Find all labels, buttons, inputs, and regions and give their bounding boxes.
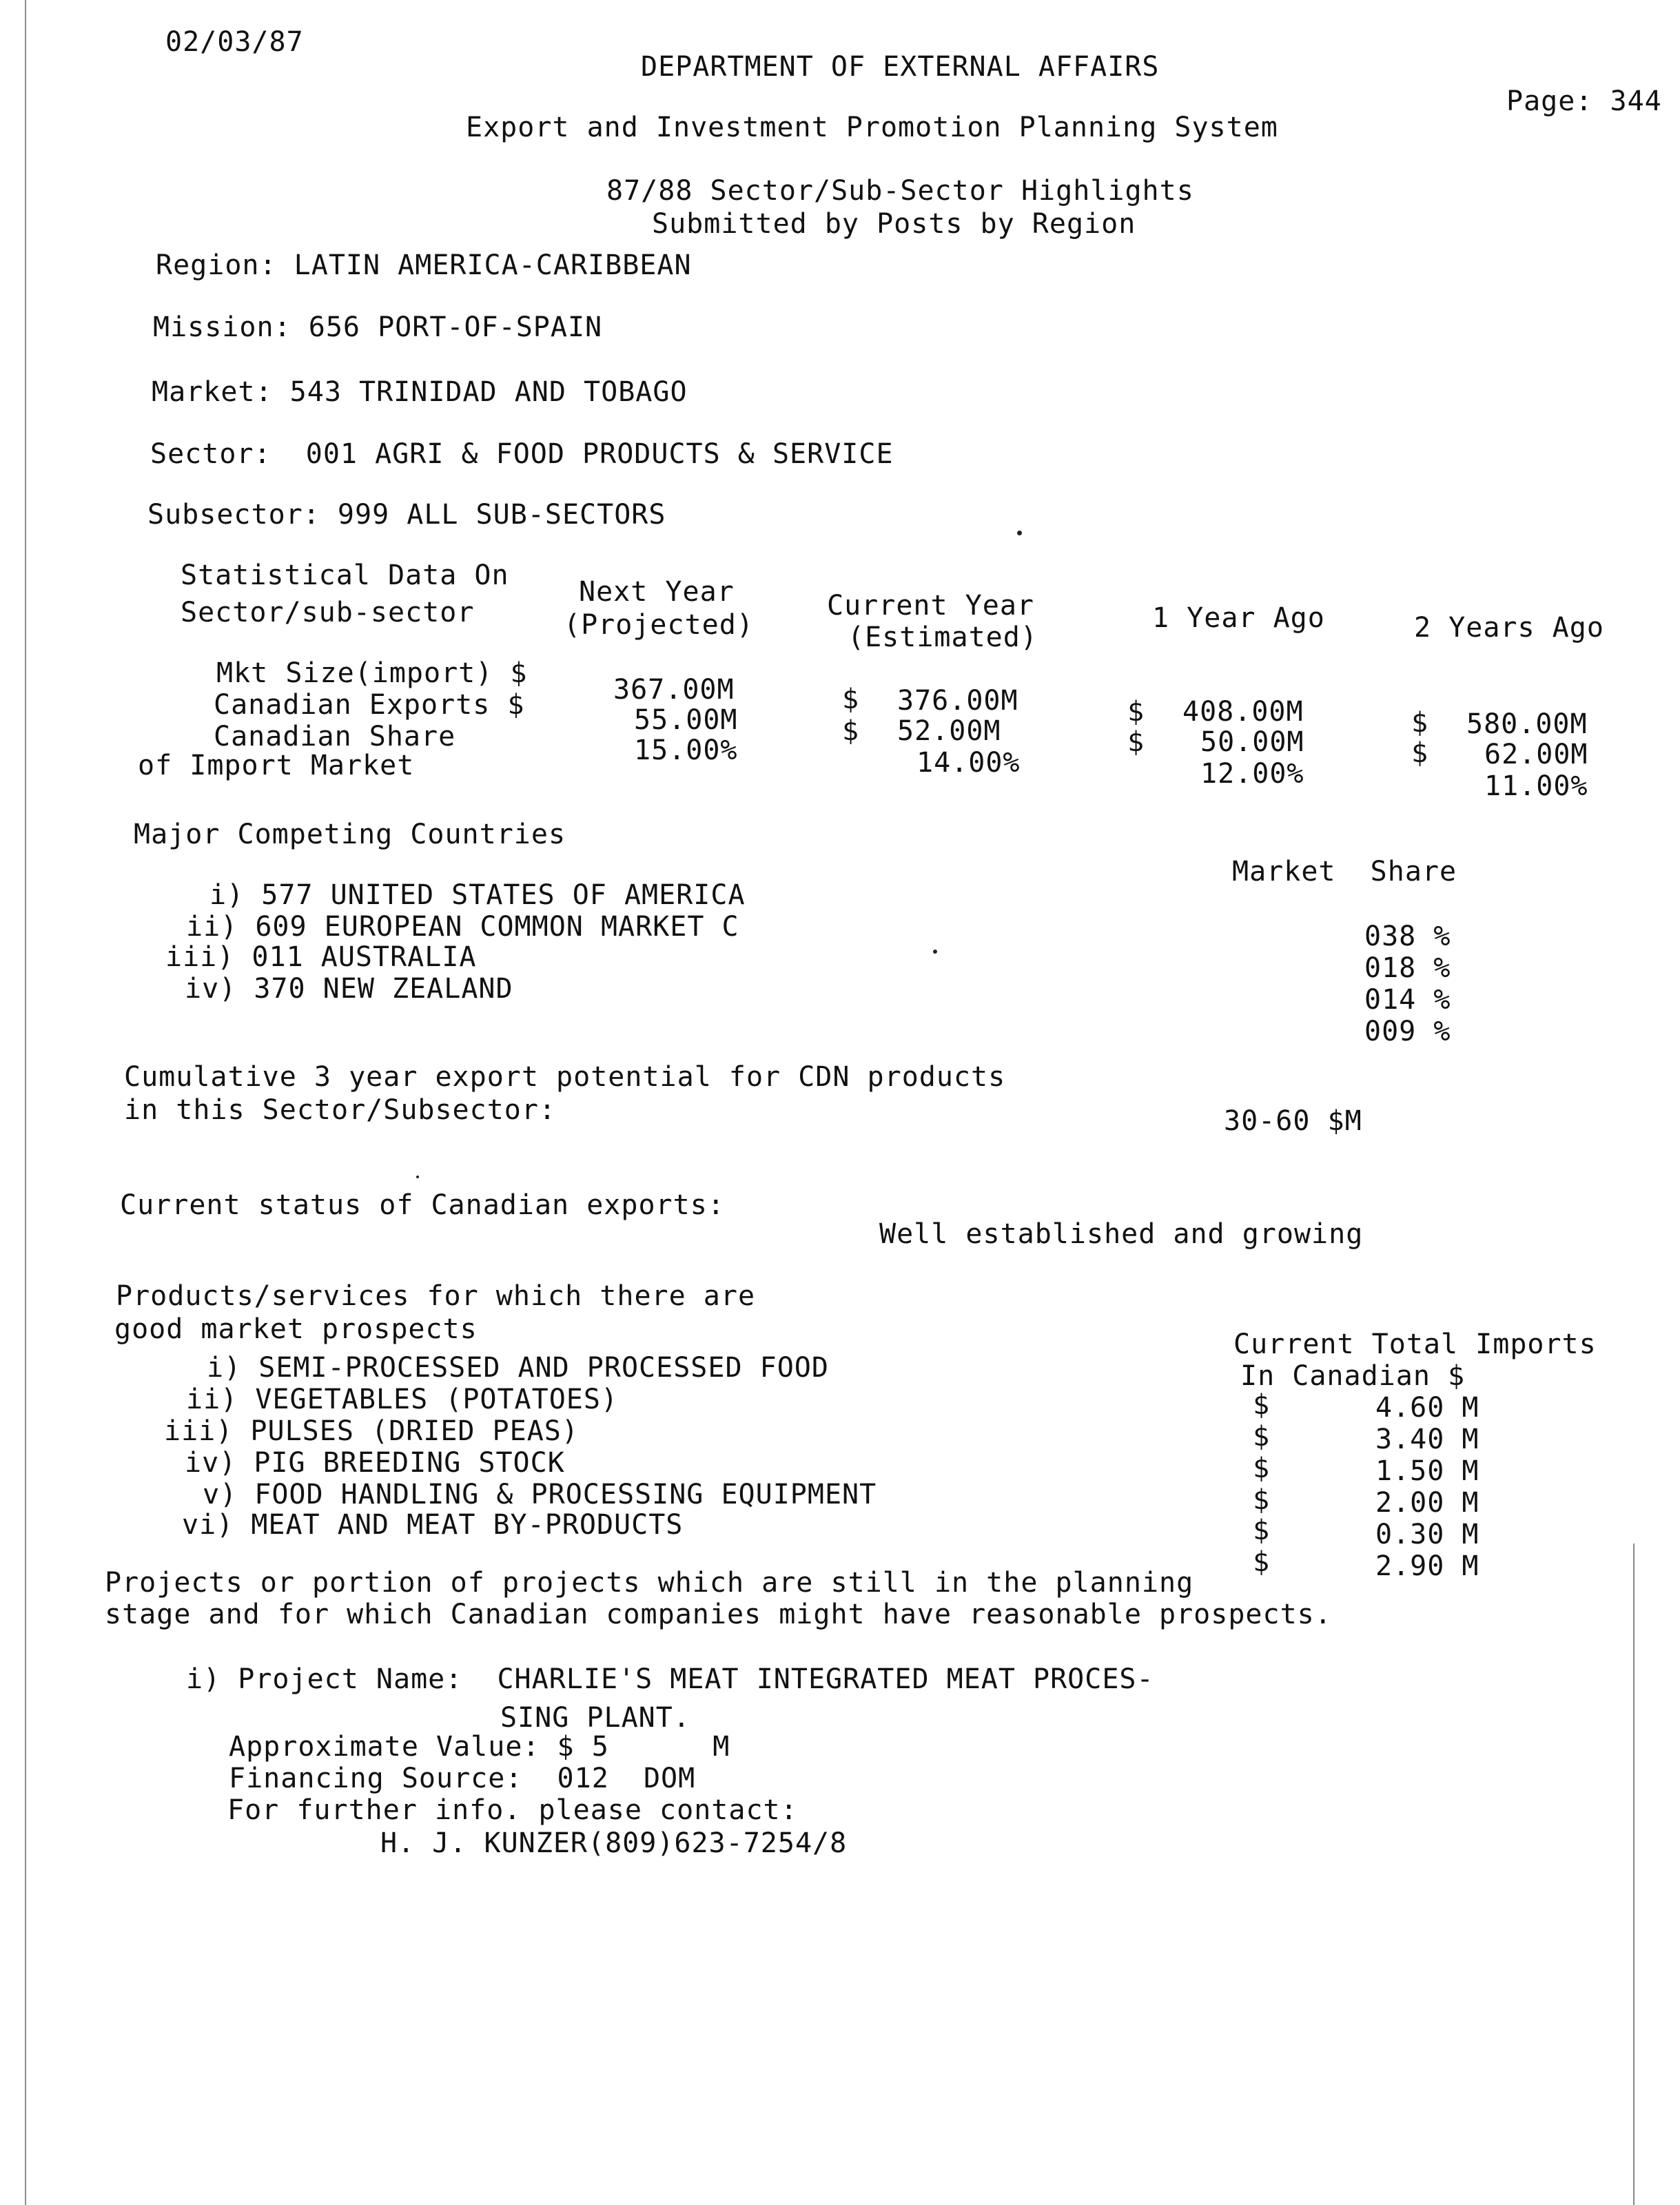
products-heading-2: good market prospects <box>114 1313 478 1345</box>
row-canadian-share: Canadian Share <box>214 721 456 752</box>
y2-dollar-1: $ <box>1411 707 1429 739</box>
import-amount: 3.40 M <box>1375 1424 1479 1455</box>
department-name: DEPARTMENT OF EXTERNAL AFFAIRS <box>641 51 1160 83</box>
row-market-size: Mkt Size(import) $ <box>216 657 528 689</box>
current-dollar-2: $ <box>842 715 860 747</box>
row-canadian-exports: Canadian Exports $ <box>214 689 525 721</box>
competitor-share: 009 % <box>1364 1016 1451 1047</box>
product-item: ii) VEGETABLES (POTATOES) <box>186 1384 619 1415</box>
product-item: i) SEMI-PROCESSED AND PROCESSED FOOD <box>207 1352 829 1384</box>
subsector-line: Subsector: 999 ALL SUB-SECTORS <box>147 499 666 531</box>
competitor-item: iv) 370 NEW ZEALAND <box>185 973 513 1005</box>
market-share-heading: Market Share <box>1232 856 1457 888</box>
two-years-ago-exports: 62.00M <box>1484 739 1588 770</box>
current-dollar-1: $ <box>842 684 860 715</box>
import-amount: 2.90 M <box>1375 1550 1479 1582</box>
col-1-year-ago: 1 Year Ago <box>1152 602 1325 634</box>
current-year-share: 14.00% <box>916 747 1021 779</box>
scan-edge-left <box>25 0 26 2205</box>
col-2-years-ago: 2 Years Ago <box>1414 612 1604 644</box>
current-year-market-size: 376.00M <box>897 685 1018 717</box>
import-dollar: $ <box>1253 1546 1271 1578</box>
export-status-value: Well established and growing <box>879 1218 1364 1250</box>
one-year-ago-share: 12.00% <box>1200 758 1304 790</box>
y2-dollar-2: $ <box>1411 737 1429 769</box>
col-next-year-note: (Projected) <box>564 609 754 641</box>
competitor-share: 018 % <box>1364 952 1451 984</box>
product-item: iv) PIG BREEDING STOCK <box>185 1447 565 1479</box>
imports-heading-2: In Canadian $ <box>1240 1360 1466 1392</box>
competitor-item: ii) 609 EUROPEAN COMMON MARKET C <box>186 911 739 943</box>
products-heading: Products/services for which there are <box>116 1280 756 1312</box>
current-year-exports: 52.00M <box>897 715 1001 747</box>
two-years-ago-market-size: 580.00M <box>1466 708 1588 740</box>
competitor-item: iii) 011 AUSTRALIA <box>165 941 477 973</box>
import-dollar: $ <box>1253 1484 1271 1516</box>
next-year-exports: 55.00M <box>634 704 738 736</box>
project-value: Approximate Value: $ 5 M <box>229 1731 730 1763</box>
competitor-share: 038 % <box>1364 921 1451 952</box>
import-amount: 0.30 M <box>1375 1519 1479 1550</box>
y1-dollar-1: $ <box>1127 696 1145 728</box>
next-year-market-size: 367.00M <box>613 674 735 706</box>
product-item: vi) MEAT AND MEAT BY-PRODUCTS <box>182 1509 684 1541</box>
market-line: Market: 543 TRINIDAD AND TOBAGO <box>152 376 688 408</box>
export-potential-label-2: in this Sector/Subsector: <box>124 1094 557 1126</box>
y1-dollar-2: $ <box>1127 726 1145 758</box>
import-dollar: $ <box>1253 1453 1271 1484</box>
page-number: Page: 344 <box>1506 85 1662 117</box>
report-title: 87/88 Sector/Sub-Sector Highlights <box>606 175 1194 207</box>
col-current-year: Current Year <box>827 590 1034 622</box>
competitor-item: i) 577 UNITED STATES OF AMERICA <box>209 879 746 911</box>
stats-header-label-2: Sector/sub-sector <box>181 597 475 628</box>
system-title: Export and Investment Promotion Planning System <box>466 112 1278 143</box>
competitors-heading: Major Competing Countries <box>134 819 566 850</box>
project-name: i) Project Name: CHARLIE'S MEAT INTEGRATED MEAT PROCES- <box>186 1663 1154 1695</box>
report-date: 02/03/87 <box>165 26 304 58</box>
next-year-share: 15.00% <box>634 735 738 766</box>
report-subtitle: Submitted by Posts by Region <box>652 208 1136 240</box>
col-next-year: Next Year <box>579 576 735 608</box>
projects-heading-2: stage and for which Canadian companies might have reasonable prospects. <box>105 1599 1332 1630</box>
import-dollar: $ <box>1253 1515 1271 1546</box>
two-years-ago-share: 11.00% <box>1484 770 1588 802</box>
stats-header-label: Statistical Data On <box>181 560 509 591</box>
col-current-year-note: (Estimated) <box>848 622 1038 653</box>
import-amount: 2.00 M <box>1375 1487 1479 1519</box>
sector-line: Sector: 001 AGRI & FOOD PRODUCTS & SERVICE <box>150 438 894 470</box>
import-dollar: $ <box>1253 1389 1271 1421</box>
import-amount: 1.50 M <box>1375 1455 1479 1487</box>
mission-line: Mission: 656 PORT-OF-SPAIN <box>153 311 603 343</box>
row-import-market: of Import Market <box>138 750 415 781</box>
region-line: Region: LATIN AMERICA-CARIBBEAN <box>156 249 692 281</box>
one-year-ago-exports: 50.00M <box>1200 726 1304 758</box>
product-item: iii) PULSES (DRIED PEAS) <box>164 1415 579 1447</box>
product-item: v) FOOD HANDLING & PROCESSING EQUIPMENT <box>203 1479 877 1510</box>
project-financing: Financing Source: 012 DOM <box>229 1763 696 1794</box>
export-status-label: Current status of Canadian exports: <box>120 1189 725 1221</box>
import-amount: 4.60 M <box>1375 1392 1479 1424</box>
scan-edge-right <box>1633 1544 1635 2205</box>
project-name-continued: SING PLANT. <box>500 1702 690 1734</box>
competitor-share: 014 % <box>1364 984 1451 1016</box>
scan-speck <box>933 950 937 954</box>
imports-heading: Current Total Imports <box>1233 1329 1597 1360</box>
projects-heading: Projects or portion of projects which are still in the planning <box>105 1567 1194 1599</box>
one-year-ago-market-size: 408.00M <box>1182 696 1304 728</box>
project-contact: H. J. KUNZER(809)623-7254/8 <box>380 1827 848 1859</box>
export-potential-label: Cumulative 3 year export potential for CDN products <box>124 1061 1006 1093</box>
scan-speck <box>416 1176 419 1178</box>
project-contact-label: For further info. please contact: <box>227 1794 798 1826</box>
scan-speck <box>1017 531 1022 535</box>
export-potential-value: 30-60 $M <box>1224 1105 1362 1137</box>
import-dollar: $ <box>1253 1421 1271 1453</box>
